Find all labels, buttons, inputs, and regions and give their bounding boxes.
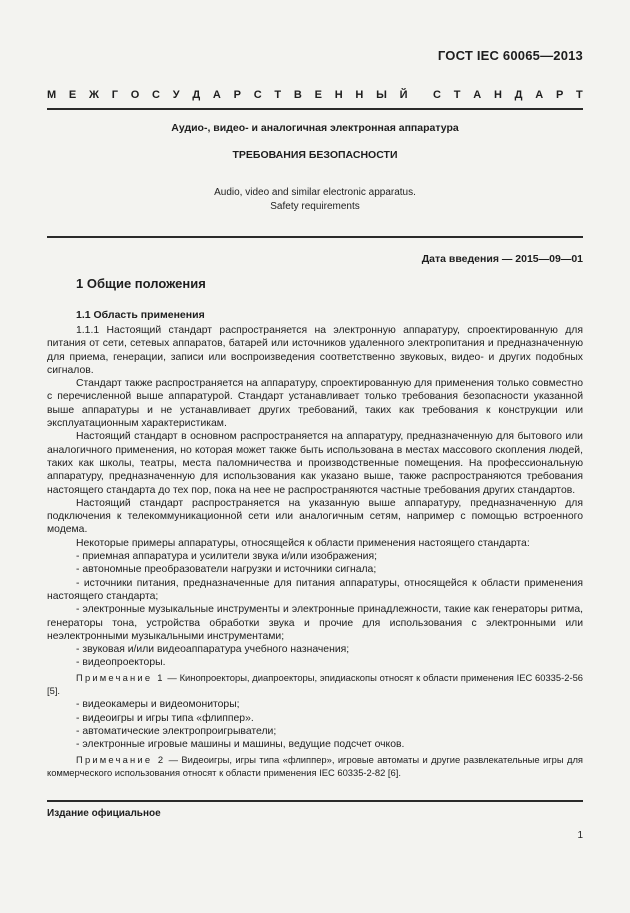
- standard-type-letter: Д: [192, 89, 201, 101]
- list-item: - автономные преобразователи нагрузки и источники сигнала;: [76, 564, 377, 576]
- english-title-line1: Audio, video and similar electronic apparatus.: [214, 187, 416, 198]
- standard-type-letter: А: [473, 89, 482, 101]
- standard-type-letter: М: [47, 89, 57, 101]
- document-subtitle: ТРЕБОВАНИЯ БЕЗОПАСНОСТИ: [232, 149, 398, 161]
- standard-type-letter: Г: [111, 89, 118, 101]
- list-item: - видеокамеры и видеомониторы;: [76, 699, 240, 711]
- standard-type-letter: Т: [274, 89, 282, 101]
- note-2: [47, 753, 583, 780]
- standard-type-letter: О: [130, 89, 140, 101]
- english-title-line2: Safety requirements: [270, 201, 360, 212]
- subsection-title: 1.1 Область применения: [76, 309, 205, 321]
- note-label: Примечание 1: [76, 671, 165, 683]
- standard-type-letter: Е: [68, 89, 77, 101]
- standard-type-letter: У: [172, 89, 180, 101]
- note-1: [47, 671, 583, 698]
- standard-type-letter: Ж: [89, 89, 99, 101]
- list-item: - автоматические электропроигрыватели;: [76, 725, 277, 737]
- list-item: - источники питания, предназначенные для питания аппаратуры, относящейся к области применения настоящего стандарта;: [47, 577, 583, 602]
- standard-type-letter: В: [293, 89, 302, 101]
- standard-type-letter: Р: [233, 89, 241, 101]
- document-title: Аудио-, видео- и аналогичная электронная аппаратура: [171, 122, 459, 134]
- standard-type-letter: А: [535, 89, 544, 101]
- standard-type-letter: Ы: [376, 89, 387, 101]
- standard-type-letter: С: [433, 89, 441, 101]
- standard-type-letter: Д: [514, 89, 523, 101]
- standard-type-letter: А: [212, 89, 221, 101]
- paragraph: Настоящий стандарт распространяется на указанную выше аппаратуру, предназначенную для подключения к телекоммуникационной сети или аналогичным сетям, например с помощью встроенного модема.: [47, 497, 583, 536]
- list-item: - электронные игровые машины и машины, ведущие подсчет очков.: [76, 739, 405, 751]
- standard-type-letter: Н: [334, 89, 343, 101]
- standard-type-letter: Н: [493, 89, 502, 101]
- introduction-date: Дата введения — 2015—09—01: [421, 253, 583, 265]
- document-id: ГОСТ IEC 60065—2013: [437, 48, 583, 63]
- list-item: - звуковая и/или видеоаппаратура учебного назначения;: [76, 644, 350, 656]
- note-text: — Кинопроекторы, диапроекторы, эпидиаскопы относят к области применения IEC 60335-2-56 [5].: [47, 671, 584, 697]
- paragraph: Стандарт также распространяется на аппаратуру, спроектированную для применения только совместно с перечисленной выше аппаратурой. Стандарт устанавливает только требования безопасности указанной выше аппаратуры и не устанавливает других требований, таких как требования к конструкции или эксплуатационным характеристикам.: [47, 378, 583, 430]
- standard-type-letter: Р: [555, 89, 564, 101]
- standard-type-letter: Т: [453, 89, 461, 101]
- paragraph: Некоторые примеры аппаратуры, относящейся к области применения настоящего стандарта:: [76, 537, 530, 549]
- paragraph: Настоящий стандарт в основном распространяется на аппаратуру, предназначенную для бытового или аналогичного применения, но которая может также быть использована в местах массового скопления людей, таких как школы, театры, места паломничества и производственные помещения. На профессиональную аппаратуру, предназначенную для использования как указано выше, также распространяются требования настоящего стандарта до тех пор, пока на нее не распространяются частные требования других стандартов.: [47, 431, 583, 496]
- title-divider: [47, 236, 583, 238]
- note-label: Примечание 2: [76, 753, 166, 765]
- standard-type-heading: [47, 89, 583, 101]
- page-number: 1: [577, 830, 583, 841]
- standard-type-letter: С: [152, 89, 160, 101]
- body-text: [47, 324, 583, 780]
- standard-type-letter: Й: [399, 89, 408, 101]
- list-item: - приемная аппаратура и усилители звука и/или изображения;: [76, 551, 377, 563]
- standard-type-letter: Т: [576, 89, 583, 101]
- standard-type-letter: Н: [355, 89, 364, 101]
- list-item: - видеопроекторы.: [76, 657, 166, 669]
- paragraph: 1.1.1 Настоящий стандарт распространяется на электронную аппаратуру, спроектированную для питания от сети, сетевых аппаратов, батарей или источников удаленного электропитания и предназначенную для приема, генерации, записи или воспроизведения соответственно звуковых, видео- и других подобных сигналов.: [47, 325, 583, 376]
- list-item: - электронные музыкальные инструменты и электронные принадлежности, такие как генераторы ритма, генераторы тона, устройства обработки звука и прочие для использования с электронными или неэлектронными музыкальными инструментами;: [47, 604, 583, 642]
- edition-label: Издание официальное: [47, 808, 161, 819]
- standard-type-letter: С: [253, 89, 262, 101]
- footer-divider: [47, 800, 583, 802]
- header-divider: [47, 108, 583, 110]
- note-text: — Видеоигры, игры типа «флиппер», игровые автоматы и другие развлекательные игры для коммерческого использования относят к области применения IEC 60335-2-82 [6].: [47, 753, 583, 778]
- standard-type-letter: Е: [314, 89, 322, 101]
- section-title: 1 Общие положения: [76, 276, 206, 291]
- document-page: [47, 0, 583, 913]
- list-item: - видеоигры и игры типа «флиппер».: [76, 712, 254, 724]
